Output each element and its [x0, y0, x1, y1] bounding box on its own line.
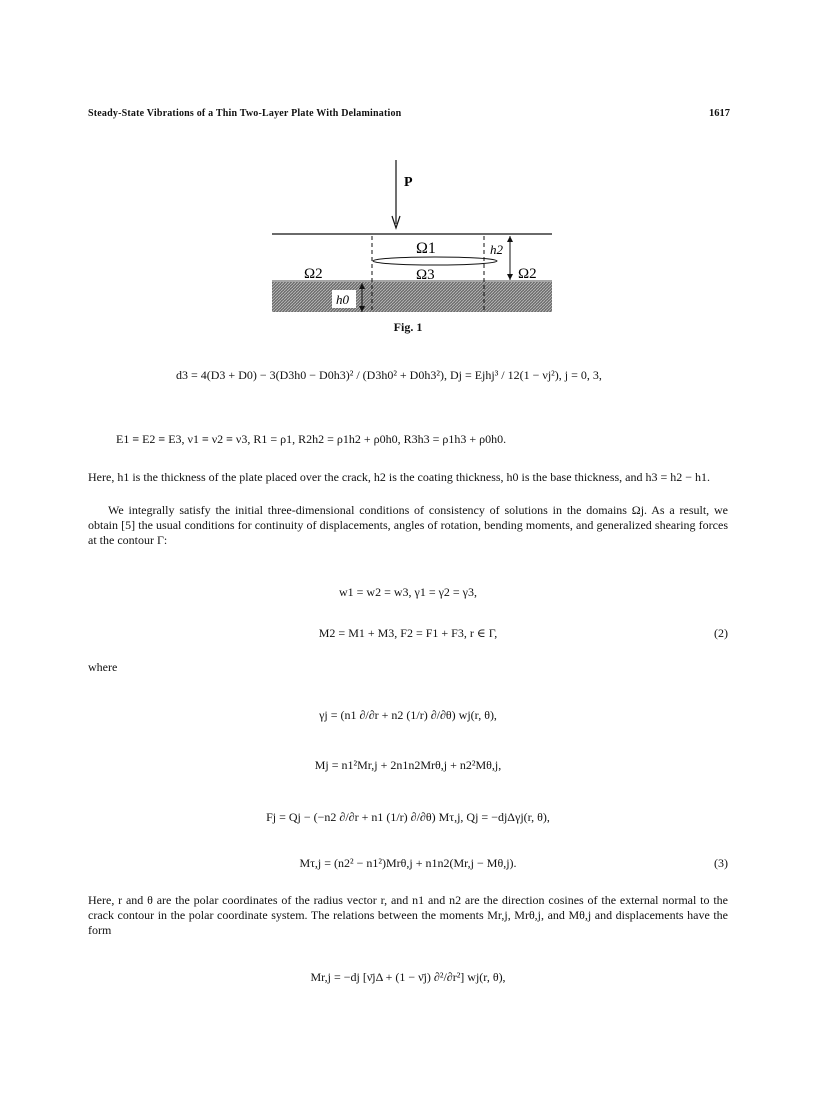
equation-w-text: w1 = w2 = w3, γ1 = γ2 = γ3,	[339, 585, 477, 599]
figure-caption: Fig. 1	[393, 320, 423, 334]
equation-M-tau	[0, 856, 816, 871]
label-h2: h2	[490, 242, 503, 257]
equation-number-3: (3)	[714, 856, 728, 870]
equation-M-j	[0, 758, 816, 773]
label-omega2-left: Ω2	[304, 266, 323, 282]
label-omega1: Ω1	[416, 240, 436, 257]
label-P: P	[404, 175, 413, 190]
paragraph-thickness	[88, 470, 728, 485]
running-head: Steady-State Vibrations of a Thin Two-Layer Plate With Delamination	[88, 108, 402, 119]
equation-gamma-text: γj = (n1 ∂/∂r + n2 (1/r) ∂/∂θ) wj(r, θ),	[319, 708, 497, 722]
equation-continuity-w	[0, 585, 816, 600]
equation-M-text: M2 = M1 + M3, F2 = F1 + F3, r ∈ Γ,	[318, 626, 498, 640]
paragraph-continuity	[88, 503, 728, 548]
equation-d3-text: d3 = 4(D3 + D0) − 3(D3h0 − D0h3)² / (D3h0² + D0h3²), Dj = Ejhj³ / 12(1 − νj²), j = 0, 3,	[176, 368, 602, 382]
equation-Fj-text: Fj = Qj − (−n2 ∂/∂r + n1 (1/r) ∂/∂θ) Mτ,j, Qj = −djΔγj(r, θ),	[266, 810, 550, 824]
equation-gamma-j	[0, 708, 816, 723]
label-omega3: Ω3	[416, 267, 435, 283]
equation-E-text: E1 ≡ E2 ≡ E3, ν1 ≡ ν2 ≡ ν3, R1 = ρ1, R2h2 = ρ1h2 + ρ0h0, R3h3 = ρ1h3 + ρ0h0.	[116, 432, 507, 446]
paragraph-thickness-text: Here, h1 is the thickness of the plate placed over the crack, h2 is the coating thickness, h0 is the base thickness, and h3 = h2 − h1.	[88, 470, 711, 484]
label-h0: h0	[336, 292, 349, 307]
equation-number-2: (2)	[714, 626, 728, 640]
page-header	[88, 108, 730, 122]
equation-M-r-j	[0, 970, 816, 985]
equation-material-relations	[116, 432, 736, 447]
equation-d3	[176, 368, 736, 383]
equation-continuity-M	[0, 626, 816, 641]
label-omega2-right: Ω2	[518, 266, 537, 282]
word-where: where	[88, 660, 118, 674]
page-number: 1617	[709, 108, 730, 119]
figure-1	[266, 156, 556, 316]
paragraph-polar-coordinates	[88, 893, 728, 938]
equation-Mtau-text: Mτ,j = (n2² − n1²)Mrθ,j + n1n2(Mr,j − Mθ,j).	[299, 856, 517, 870]
paragraph-continuity-text: We integrally satisfy the initial three-dimensional conditions of consistency of solutions in the domains Ωj. As a result, we obtain [5] the usual conditions for continuity of displacements, angles of rotation, bending moments, and generalized shearing forces at the contour Γ:	[88, 503, 728, 547]
equation-Mj-text: Mj = n1²Mr,j + 2n1n2Mrθ,j + n2²Mθ,j,	[314, 758, 502, 772]
equation-Mr-text: Mr,j = −dj [ν̄jΔ + (1 − ν̄j) ∂²/∂r²] wj(r, θ),	[310, 970, 506, 984]
equation-F-j	[0, 810, 816, 825]
plate-diagram	[266, 156, 556, 316]
paragraph-polar-text: Here, r and θ are the polar coordinates of the radius vector r, and n1 and n2 are the direction cosines of the external normal to the crack contour in the polar coordinate system. The relations between the moments Mr,j, Mrθ,j, and Mθ,j and displacements have the form	[88, 893, 728, 937]
